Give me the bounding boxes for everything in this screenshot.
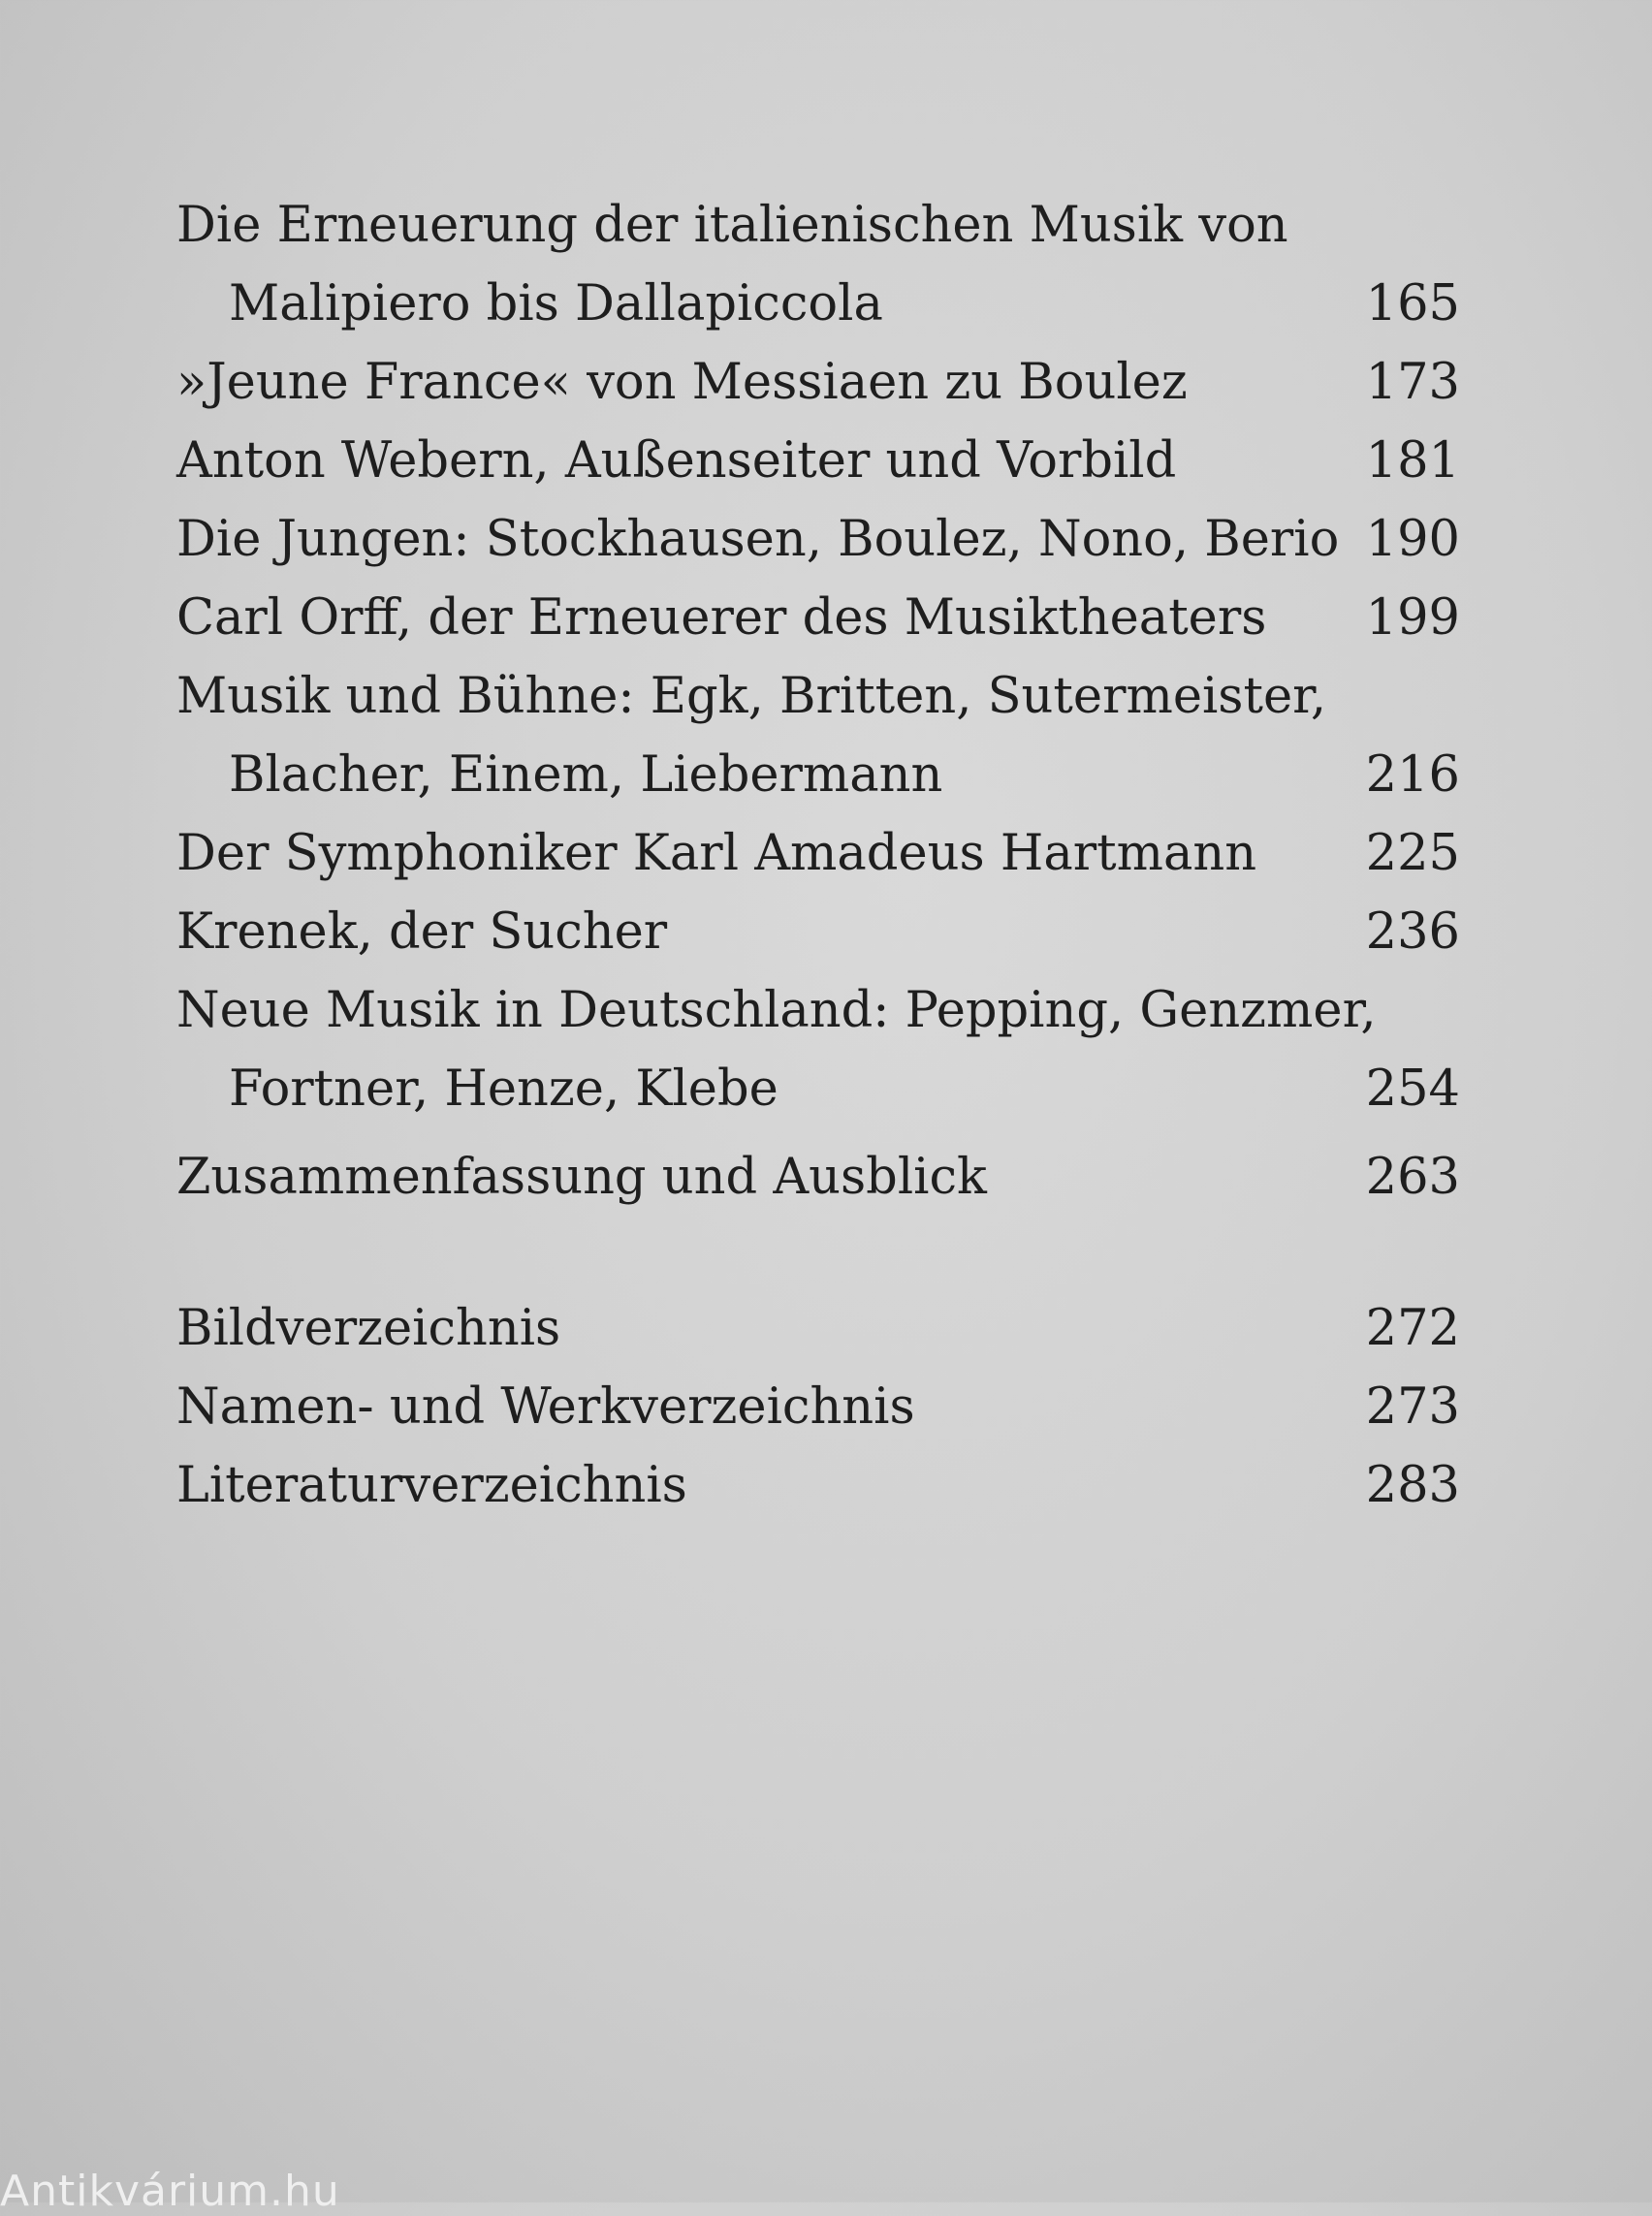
toc-entry-die-jungen — [176, 500, 1460, 579]
toc-entry-zusammenfassung — [176, 1138, 1460, 1217]
toc-entry-orff — [176, 579, 1460, 657]
toc-entry-title: Malipiero bis Dallapiccola — [229, 275, 883, 332]
toc-page-number: 263 — [1365, 1149, 1460, 1206]
toc-entry-title: Fortner, Henze, Klebe — [229, 1061, 778, 1118]
toc-entry-webern — [176, 422, 1460, 500]
toc-entry-title: Literaturverzeichnis — [176, 1457, 687, 1514]
toc-page-number: 216 — [1365, 746, 1460, 804]
toc-entry-literaturverzeichnis — [176, 1446, 1460, 1525]
watermark: Antikvárium.hu — [0, 2167, 340, 2216]
toc-entry-title: Der Symphoniker Karl Amadeus Hartmann — [176, 825, 1257, 882]
toc-entry-title: Die Erneuerung der italienischen Musik von — [176, 197, 1288, 254]
toc-page-number: 254 — [1365, 1061, 1460, 1118]
toc-entry-title: Zusammenfassung und Ausblick — [176, 1149, 987, 1206]
toc-entry-title: Carl Orff, der Erneuerer des Musiktheaters — [176, 589, 1267, 647]
toc-entry-neue-musik — [176, 971, 1460, 1128]
toc-entry-title: Die Jungen: Stockhausen, Boulez, Nono, Berio — [176, 511, 1340, 568]
toc-page-number: 199 — [1365, 589, 1460, 647]
toc-entry-title: Musik und Bühne: Egk, Britten, Sutermeister, — [176, 668, 1327, 725]
toc-entry-title: Bildverzeichnis — [176, 1300, 561, 1357]
toc-page-number: 165 — [1365, 275, 1460, 332]
toc-entry-jeune-france — [176, 343, 1460, 422]
toc-entry-namenverzeichnis — [176, 1368, 1460, 1446]
toc-entry-title-continued — [176, 265, 1460, 343]
toc-entry-title: Namen- und Werkverzeichnis — [176, 1378, 915, 1436]
toc-entry-title: Anton Webern, Außenseiter und Vorbild — [176, 432, 1177, 490]
toc-page-number: 273 — [1365, 1378, 1460, 1436]
toc-entry-musik-und-buehne — [176, 657, 1460, 814]
toc-entry-bildverzeichnis — [176, 1289, 1460, 1368]
toc-entry-title: Blacher, Einem, Liebermann — [229, 746, 943, 804]
toc-entry-hartmann — [176, 814, 1460, 893]
toc-page-number: 190 — [1365, 511, 1460, 568]
toc-page-number: 236 — [1365, 903, 1460, 961]
toc-entry-italian-music — [176, 186, 1460, 343]
toc-page-number: 272 — [1365, 1300, 1460, 1357]
toc-entry-krenek — [176, 893, 1460, 971]
toc-entry-title: Krenek, der Sucher — [176, 903, 668, 961]
toc-entry-title: »Jeune France« von Messiaen zu Boulez — [176, 354, 1188, 411]
toc-page-number: 173 — [1365, 354, 1460, 411]
toc-entry-title: Neue Musik in Deutschland: Pepping, Genzmer, — [176, 982, 1377, 1039]
toc-page-number: 225 — [1365, 825, 1460, 882]
toc-page-number: 181 — [1365, 432, 1460, 490]
toc-page-number: 283 — [1365, 1457, 1460, 1514]
